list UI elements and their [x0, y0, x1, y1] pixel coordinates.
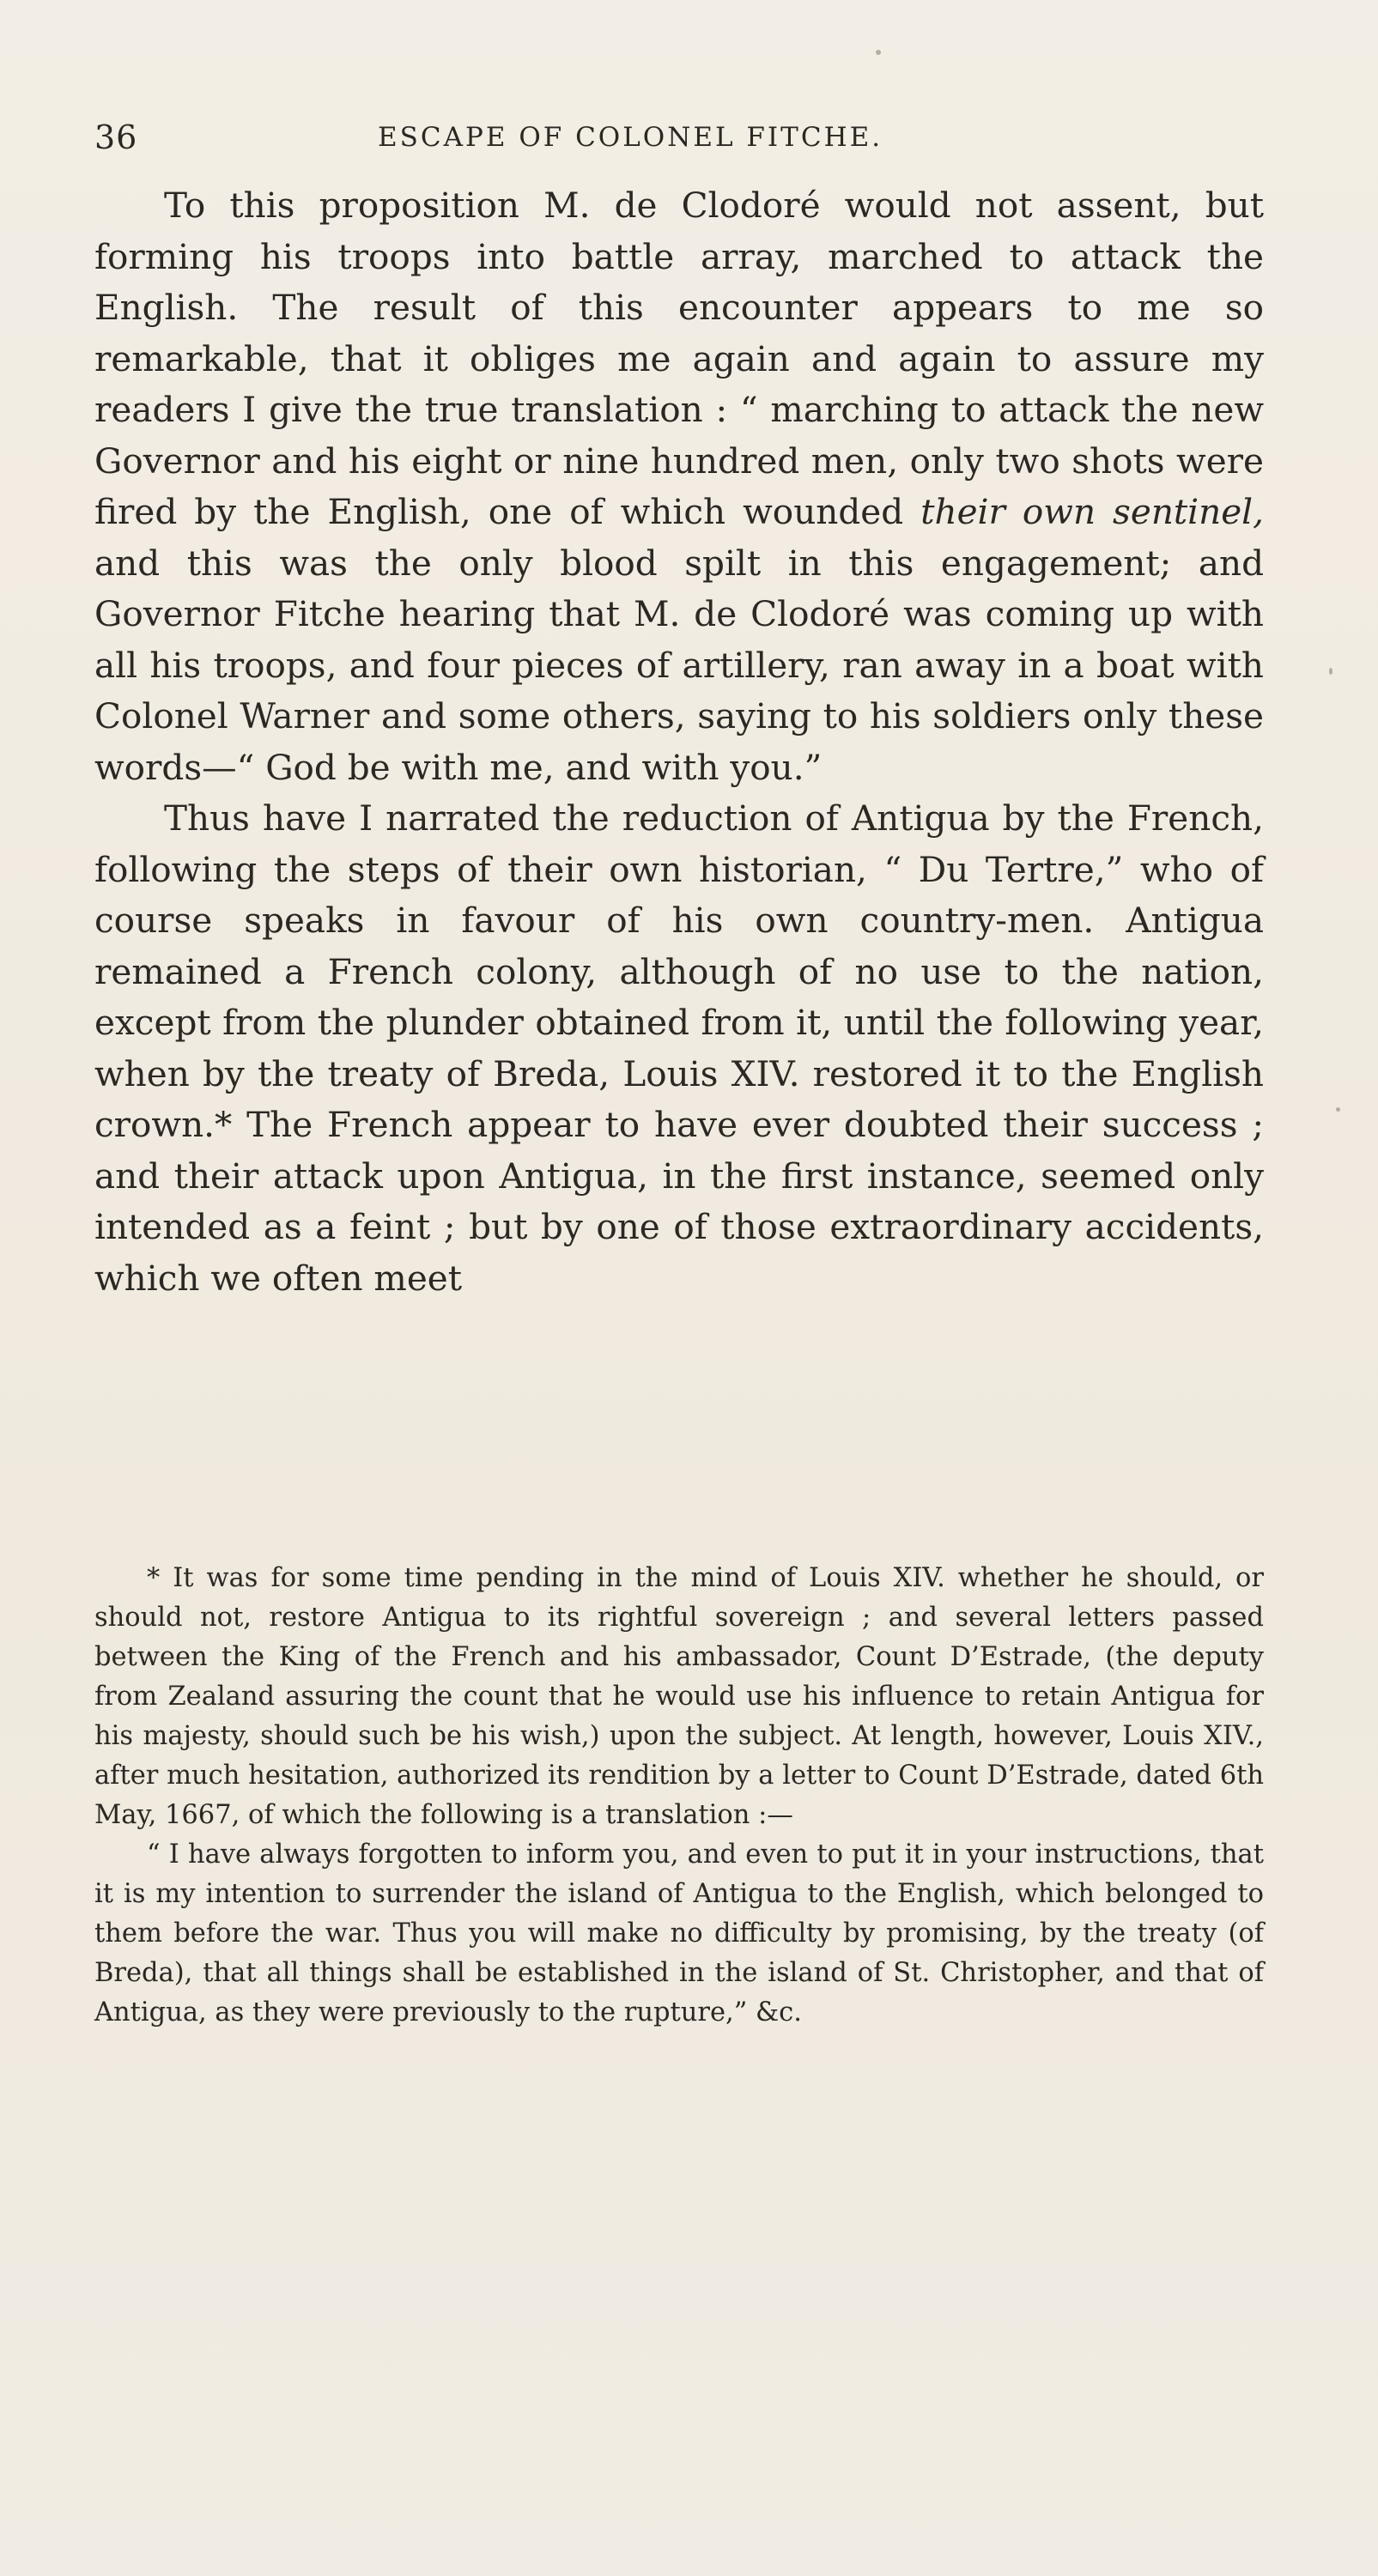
page-number: 36 — [94, 118, 138, 156]
footnote-1: * It was for some time pending in the mind of Louis XIV. whether he should, or should not, restore Antigua to its rightful sovereign ; and several letters passed between the King of the French and his ambassador, Count D’Estrade, (the deputy from Zealand assuring the count that he would use his influence to retain Antigua for his majesty, should such be his wish,) upon the subject. At length, however, Louis XIV., after much hesitation, authorized its rendition by a letter to Count D’Estrade, dated 6th May, 1667, of which the following is a translation :— — [94, 1563, 1264, 1830]
paragraph-1 — [94, 180, 1264, 793]
paper-speck — [1336, 1107, 1340, 1112]
paper-speck — [876, 50, 881, 55]
body-text — [94, 180, 1264, 1304]
page-header — [94, 118, 1271, 170]
paper-speck — [1329, 668, 1332, 675]
running-head: ESCAPE OF COLONEL FITCHE. — [378, 122, 883, 153]
footnote-2-quote: “ I have always forgotten to inform you, and even to put it in your instructions, that it is my intention to surrender the island of Antigua to the English, which belonged to them before the war. Thus you will make no difficulty by promising, by the treaty (of Breda), that all things shall be established in the island of St. Christopher, and that of Antigua, as they were previously to the rupture,” &c. — [94, 1840, 1264, 2027]
paragraph-1-text-end: and this was the only blood spilt in this engagement; and Governor Fitche hearing that M. de Clodoré was coming up with all his troops, and four pieces of artillery, ran away in a boat with Colonel Warner and some others, saying to his soldiers only these words—“ God be with me, and with you.” — [94, 542, 1264, 788]
paragraph-2: Thus have I narrated the reduction of Antigua by the French, following the steps of their own historian, “ Du Tertre,” who of course speaks in favour of his own country-men. Antigua remained a French colony, although of no use to the nation, except from the plunder obtained from it, until the following year, when by the treaty of Breda, Louis XIV. restored it to the English crown.* The French appear to have ever doubted their success ; and their attack upon Antigua, in the first instance, seemed only intended as a feint ; but by one of those extraordinary accidents, which we often meet — [94, 797, 1264, 1299]
paragraph-1-text-start: To this proposition M. de Clodoré would not assent, but forming his troops into battle array, marched to attack the English. The result of this encounter appears to me so remarkable, that it obliges me again and again to assure my readers I give the true translation : “ marching to attack the new Governor and his eight or nine hundred men, only two shots were fired by the English, one of which wounded — [94, 185, 1264, 532]
paragraph-1-italic-phrase: their own sentinel, — [920, 491, 1265, 532]
footnotes — [94, 1559, 1264, 2033]
